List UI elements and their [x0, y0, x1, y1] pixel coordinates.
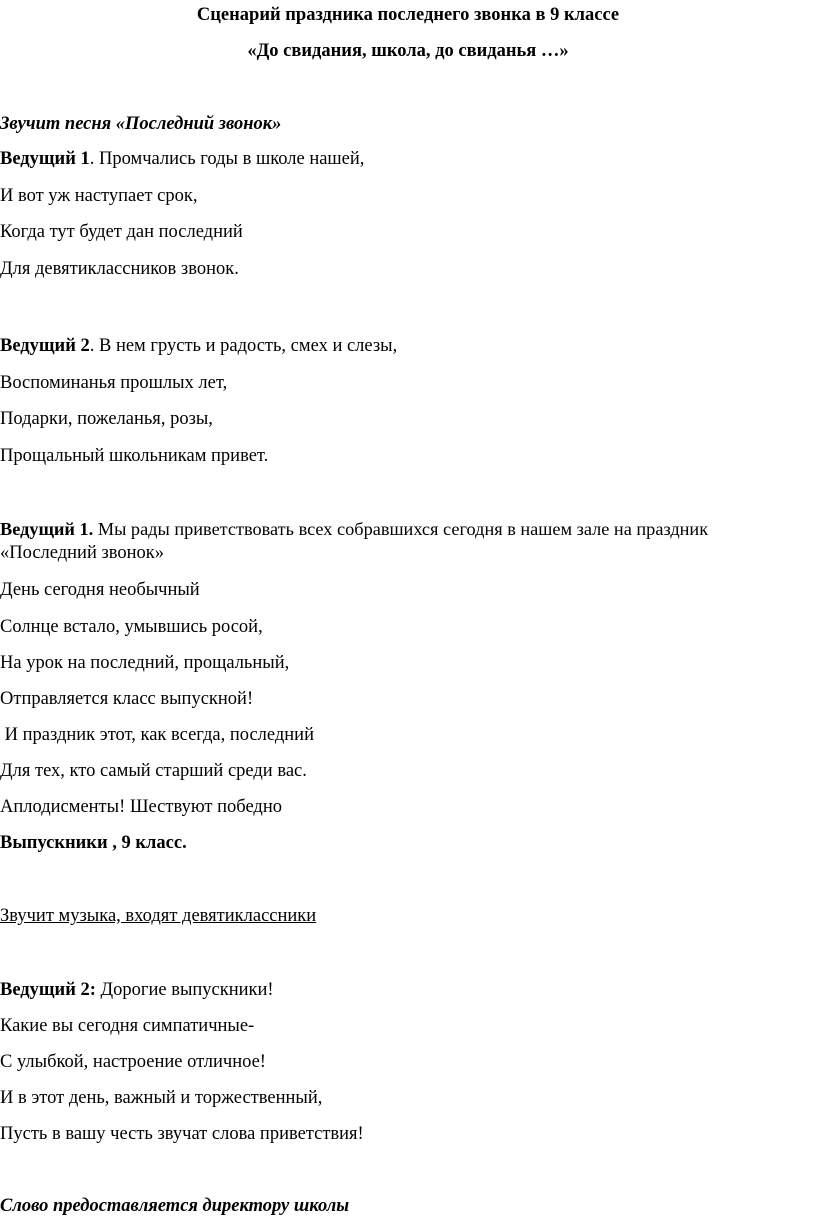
verse-text: Дорогие выпускники! [95, 980, 274, 1000]
verse-line: На урок на последний, прощальный, [0, 653, 290, 673]
verse-line: Для тех, кто самый старший среди вас. [0, 761, 307, 781]
title-line-2: «До свидания, школа, до свиданья …» [247, 41, 569, 61]
verse-line: Когда тут будет дан последний [0, 222, 243, 242]
verse-line: И в этот день, важный и торжественный, [0, 1088, 323, 1108]
host1-first-line [0, 148, 364, 170]
stage-direction-music: Звучит музыка, входят девятиклассники [0, 906, 317, 926]
verse-line: И праздник этот, как всегда, последний [0, 725, 314, 745]
verse-line: Солнце встало, умывшись росой, [0, 617, 263, 637]
verse-line: Аплодисменты! Шествуют победно [0, 797, 282, 817]
verse-line: Подарки, пожеланья, розы, [0, 409, 213, 429]
verse-line: Для девятиклассников звонок. [0, 259, 239, 279]
verse-line: Отправляется класс выпускной! [0, 689, 254, 709]
host1-speech-line [0, 518, 708, 540]
verse-line: Какие вы сегодня симпатичные- [0, 1016, 255, 1036]
graduates-line: Выпускники , 9 класс. [0, 833, 187, 853]
verse-line: И вот уж наступает срок, [0, 186, 198, 206]
speaker-label: Ведущий 2 [0, 336, 90, 356]
verse-line: Воспоминанья прошлых лет, [0, 373, 228, 393]
host2-first-line [0, 335, 397, 357]
speaker-label: Ведущий 1 [0, 149, 90, 169]
verse-text: . В нем грусть и радость, смех и слезы, [89, 336, 398, 356]
stage-direction-song: Звучит песня «Последний звонок» [0, 114, 282, 134]
verse-text: . Промчались годы в школе нашей, [89, 149, 365, 169]
verse-line: Прощальный школьникам привет. [0, 446, 269, 466]
speech-continuation: «Последний звонок» [0, 543, 165, 563]
speech-text: Мы рады приветствовать всех собравшихся сегодня в нашем зале на праздник [93, 519, 709, 539]
speaker-label: Ведущий 2: [0, 980, 96, 1000]
verse-line: С улыбкой, настроение отличное! [0, 1052, 266, 1072]
verse-line: День сегодня необычный [0, 580, 200, 600]
stage-direction-director: Слово предоставляется директору школы [0, 1196, 350, 1216]
speaker-label: Ведущий 1. [0, 519, 94, 539]
title-line-1: Сценарий праздника последнего звонка в 9 классе [196, 5, 620, 25]
host2-first-line [0, 979, 274, 1001]
verse-line: Пусть в вашу честь звучат слова приветствия! [0, 1124, 364, 1144]
